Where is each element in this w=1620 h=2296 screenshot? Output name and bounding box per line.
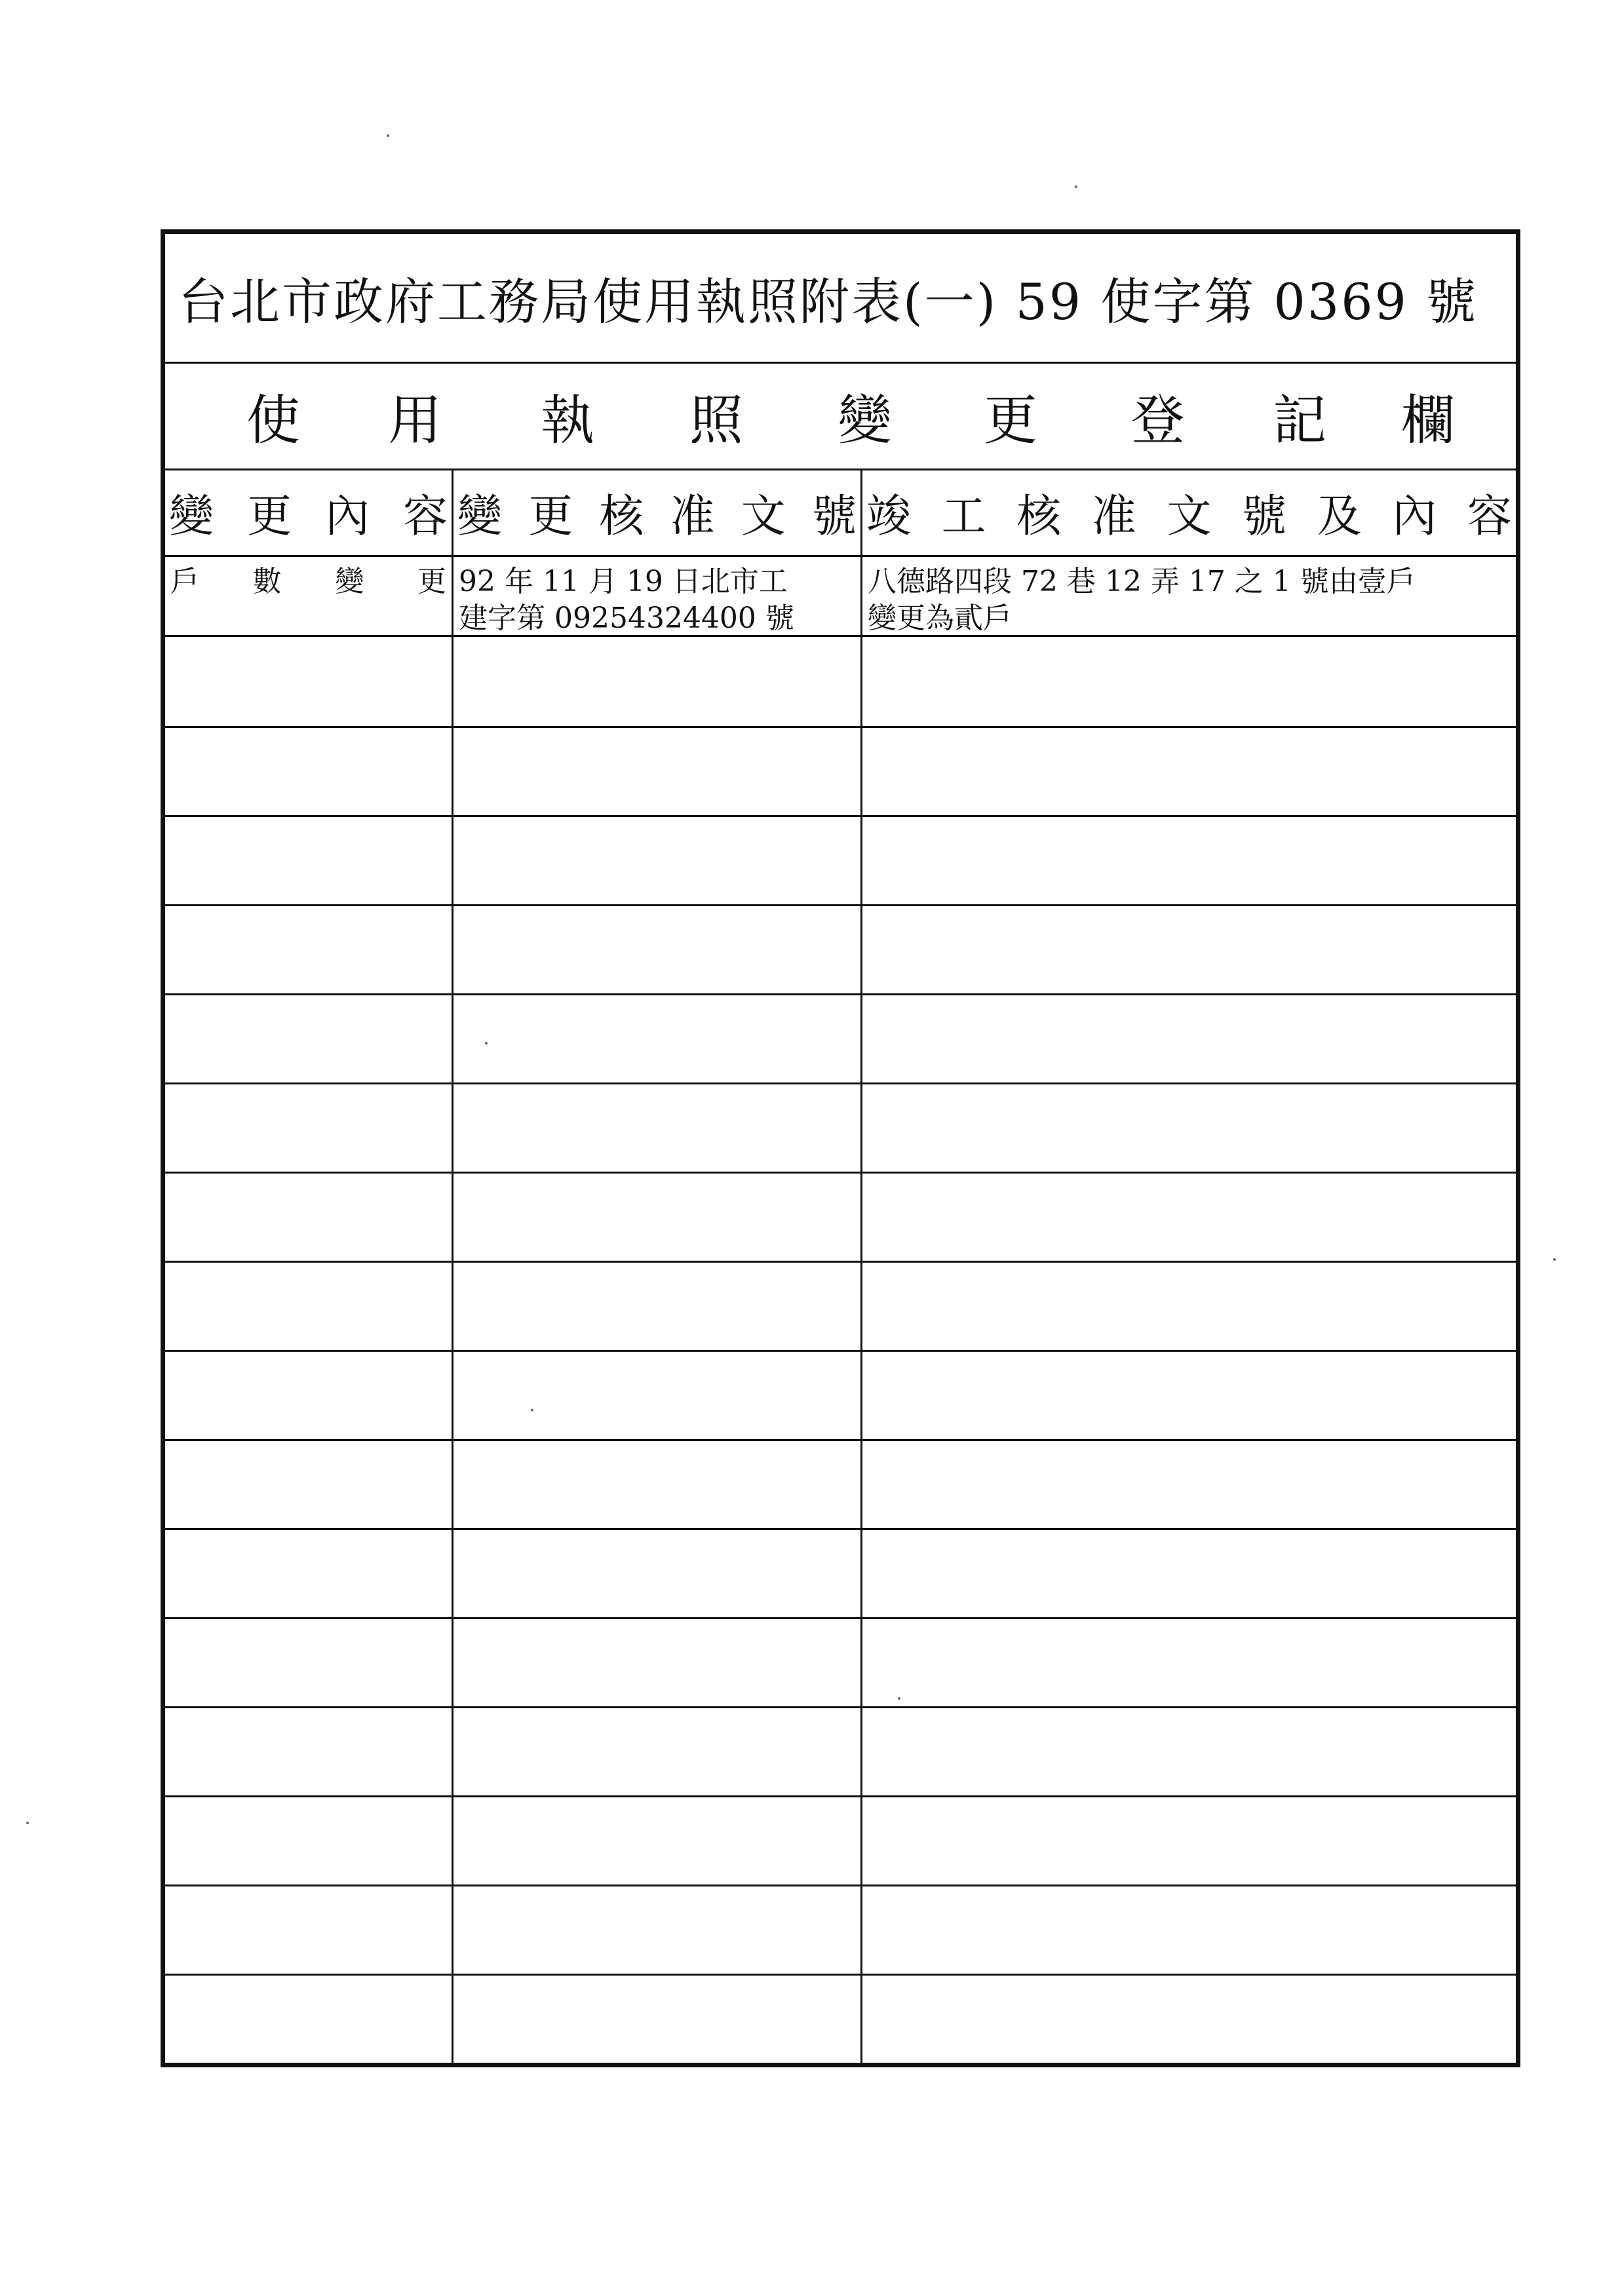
column-header-row <box>165 470 1516 557</box>
column-header-change-content <box>165 470 452 555</box>
row-divider <box>165 1974 1516 1976</box>
column-header-char: 竣 <box>866 491 912 543</box>
column-header-char: 更 <box>246 491 292 543</box>
entry-change-type-char: 更 <box>417 565 446 598</box>
column-header-char: 號 <box>811 491 857 543</box>
scan-speck <box>26 1822 29 1824</box>
column-header-char: 文 <box>741 491 786 543</box>
entry-approval-line: 92 年 11 月 19 日北市工 <box>459 565 788 598</box>
column-header-char: 變 <box>169 491 214 543</box>
column-header-char: 及 <box>1317 491 1362 543</box>
entry-content-line: 八德路四段 72 巷 12 弄 17 之 1 號由壹戶 <box>868 565 1416 598</box>
section-heading-char: 執 <box>541 389 595 452</box>
column-header-char: 容 <box>1467 491 1512 543</box>
row-divider <box>165 904 1516 906</box>
section-heading-char: 更 <box>984 389 1038 452</box>
column-header-char: 准 <box>670 491 715 543</box>
section-heading-char: 使 <box>246 389 300 452</box>
column-divider <box>860 470 862 2063</box>
scan-speck <box>485 1042 488 1044</box>
entry-change-type <box>165 557 452 635</box>
column-header-char: 號 <box>1242 491 1287 543</box>
entry-change-type-char: 數 <box>252 565 282 598</box>
section-heading-char: 用 <box>388 389 442 452</box>
row-divider <box>165 1172 1516 1174</box>
column-header-char: 核 <box>599 491 644 543</box>
column-header-char: 文 <box>1167 491 1212 543</box>
entry-change-type-char: 戶 <box>170 565 199 598</box>
column-header-approval-number <box>453 470 860 555</box>
column-header-char: 工 <box>941 491 986 543</box>
row-divider <box>165 1795 1516 1797</box>
section-heading-char: 照 <box>689 389 743 452</box>
column-header-char: 准 <box>1091 491 1136 543</box>
column-header-char: 容 <box>402 491 448 543</box>
document-title <box>165 234 1516 364</box>
column-divider <box>452 470 453 2063</box>
document-title-text: 台北市政府工務局使用執照附表(一) 59 使字第 0369 號 <box>178 273 1478 331</box>
row-divider <box>165 1885 1516 1886</box>
row-divider <box>165 1528 1516 1530</box>
section-heading-char: 欄 <box>1401 389 1456 452</box>
entry-approval-number <box>453 557 860 635</box>
row-divider <box>165 815 1516 817</box>
section-heading <box>165 364 1516 470</box>
entry-approval-line: 建字第 09254324400 號 <box>459 602 794 635</box>
section-heading-char: 變 <box>838 389 892 452</box>
column-header-char: 更 <box>528 491 573 543</box>
column-header-char: 內 <box>324 491 370 543</box>
row-divider <box>165 993 1516 995</box>
column-header-char: 變 <box>457 491 503 543</box>
table-row <box>165 557 1516 637</box>
entry-change-type-char: 變 <box>335 565 364 598</box>
column-header-completion-content <box>862 470 1516 555</box>
scan-speck <box>387 134 389 137</box>
scan-speck <box>531 1409 533 1411</box>
scan-speck <box>1553 1258 1556 1261</box>
permit-attachment-table <box>161 229 1520 2067</box>
column-header-char: 內 <box>1392 491 1437 543</box>
row-divider <box>165 1082 1516 1084</box>
row-divider <box>165 1261 1516 1263</box>
entry-content-line: 變更為貳戶 <box>868 602 1012 635</box>
scan-speck <box>1075 185 1077 188</box>
scan-speck <box>898 1697 900 1700</box>
section-heading-char: 記 <box>1273 389 1327 452</box>
row-divider <box>165 1350 1516 1352</box>
column-header-char: 核 <box>1016 491 1062 543</box>
section-heading-char: 登 <box>1130 389 1185 452</box>
row-divider <box>165 1617 1516 1619</box>
row-divider <box>165 726 1516 728</box>
row-divider <box>165 1439 1516 1441</box>
row-divider <box>165 1706 1516 1708</box>
entry-completion-content <box>862 557 1516 635</box>
